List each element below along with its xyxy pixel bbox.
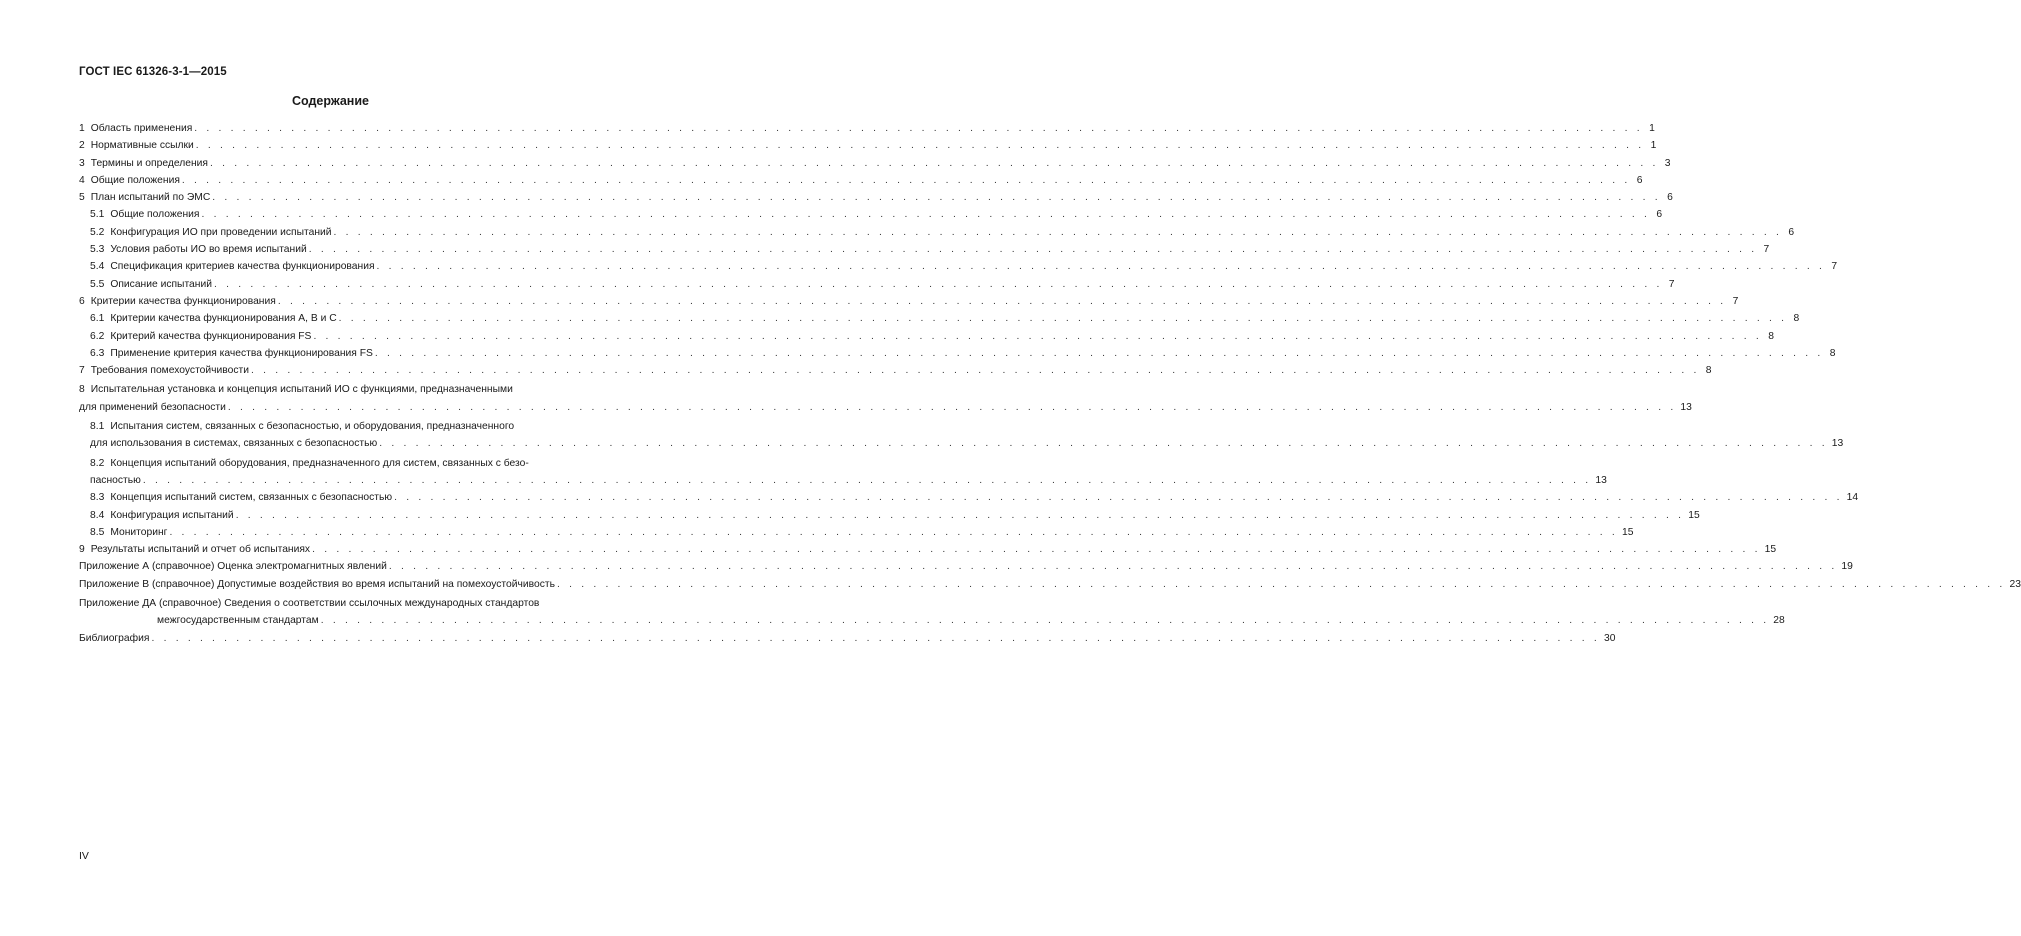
toc-entry-label-first: Приложение ДА (справочное) Сведения о соответствии ссылочных международных стандартов	[79, 598, 540, 610]
leader-dots: . . . . . . . . . . . . . . . . . . . . . . . . . . . . . . . . . . . . . . . . . . . . . . . . . . . . . . . . . . . . . . . . . . . . . . . . . . . . . . . . . . . . . . . . . . . . . . . . . . . . . . . . . . . . . . . . . . . . . . . .	[376, 261, 1826, 273]
table-of-contents	[79, 120, 2021, 647]
toc-entry-number: 6.3	[90, 347, 105, 359]
toc-entry-page: 13	[1831, 438, 1844, 450]
leader-dots: . . . . . . . . . . . . . . . . . . . . . . . . . . . . . . . . . . . . . . . . . . . . . . . . . . . . . . . . . . . . . . . . . . . . . . . . . . . . . . . . . . . . . . . . . . . . . . . . . . . . . . . . . . . . . . . . . . . . . . . .	[313, 330, 1762, 342]
toc-entry-page: 3	[1664, 157, 1671, 169]
toc-entry[interactable]	[79, 345, 1836, 362]
toc-entry-page: 7	[1763, 244, 1770, 256]
toc-entry-number: 6	[79, 295, 85, 307]
toc-entry-number: 5.5	[90, 278, 105, 290]
toc-entry-label-first: Испытания систем, связанных с безопасностью, и оборудования, предназначенного	[110, 421, 515, 433]
toc-entry-label-second: межгосударственным стандартам	[157, 615, 319, 627]
toc-entry-page: 14	[1846, 492, 1859, 504]
toc-entry-label: Спецификация критериев качества функционирования	[110, 261, 375, 273]
toc-entry[interactable]	[79, 489, 1859, 506]
toc-entry-number: 4	[79, 174, 85, 186]
toc-entry-label: Применение критерия качества функционирования FS	[110, 347, 373, 359]
leader-dots: . . . . . . . . . . . . . . . . . . . . . . . . . . . . . . . . . . . . . . . . . . . . . . . . . . . . . . . . . . . . . . . . . . . . . . . . . . . . . . . . . . . . . . . . . . . . . . . . . . . . . . . . . . . . . . . . . . . . . . . .	[308, 244, 1758, 256]
leader-dots: . . . . . . . . . . . . . . . . . . . . . . . . . . . . . . . . . . . . . . . . . . . . . . . . . . . . . . . . . . . . . . . . . . . . . . . . . . . . . . . . . . . . . . . . . . . . . . . . . . . . . . . . . . . . . . . . . . . . . . . .	[379, 438, 1828, 450]
toc-entry-number: 5.4	[90, 261, 105, 273]
toc-entry-page: 28	[1773, 615, 1785, 627]
toc-entry[interactable]	[79, 120, 1655, 137]
toc-entry[interactable]	[79, 276, 1675, 293]
toc-entry[interactable]	[79, 558, 1853, 575]
leader-dots: . . . . . . . . . . . . . . . . . . . . . . . . . . . . . . . . . . . . . . . . . . . . . . . . . . . . . . . . . . . . . . . . . . . . . . . . . . . . . . . . . . . . . . . . . . . . . . . . . . . . . . . . . . . . . . . . . . . . . . . .	[181, 174, 1631, 186]
toc-entry[interactable]	[79, 524, 1634, 541]
toc-entry-label-second: пасностью	[90, 474, 141, 486]
toc-entry-page: 6	[1788, 226, 1795, 238]
toc-entry[interactable]	[79, 310, 1800, 327]
toc-entry-page: 23	[2009, 578, 2021, 590]
leader-dots: . . . . . . . . . . . . . . . . . . . . . . . . . . . . . . . . . . . . . . . . . . . . . . . . . . . . . . . . . . . . . . . . . . . . . . . . . . . . . . . . . . . . . . . . . . . . . . . . . . . . . . . . . . . . . . . . . . . . . . . .	[151, 632, 1600, 644]
leader-dots: . . . . . . . . . . . . . . . . . . . . . . . . . . . . . . . . . . . . . . . . . . . . . . . . . . . . . . . . . . . . . . . . . . . . . . . . . . . . . . . . . . . . . . . . . . . . . . . . . . . . . . . . . . . . . . . . . . . . . . . .	[209, 157, 1659, 169]
leader-dots: . . . . . . . . . . . . . . . . . . . . . . . . . . . . . . . . . . . . . . . . . . . . . . . . . . . . . . . . . . . . . . . . . . . . . . . . . . . . . . . . . . . . . . . . . . . . . . . . . . . . . . . . . . . . . . . . . . . . . . . .	[374, 347, 1824, 359]
leader-dots: . . . . . . . . . . . . . . . . . . . . . . . . . . . . . . . . . . . . . . . . . . . . . . . . . . . . . . . . . . . . . . . . . . . . . . . . . . . . . . . . . . . . . . . . . . . . . . . . . . . . . . . . . . . . . . . . . . . . . . . .	[235, 509, 1685, 521]
toc-entry-label: Термины и определения	[90, 157, 208, 169]
toc-entry-number: 6.1	[90, 313, 105, 325]
toc-entry-page: 15	[1621, 526, 1634, 538]
toc-entry[interactable]	[79, 630, 1616, 647]
toc-entry-number: 5.1	[90, 209, 105, 221]
toc-entry-label: Результаты испытаний и отчет об испытаниях	[90, 544, 311, 556]
toc-entry-label: Конфигурация ИО при проведении испытаний	[110, 226, 332, 238]
toc-entry-label: Описание испытаний	[110, 278, 212, 290]
toc-entry-number: 3	[79, 157, 85, 169]
toc-entry-page: 7	[1668, 278, 1675, 290]
toc-entry-page: 8	[1793, 313, 1800, 325]
toc-entry-number: 2	[79, 140, 85, 152]
toc-entry-page: 7	[1732, 295, 1739, 307]
toc-entry[interactable]	[79, 258, 1838, 275]
leader-dots: . . . . . . . . . . . . . . . . . . . . . . . . . . . . . . . . . . . . . . . . . . . . . . . . . . . . . . . . . . . . . . . . . . . . . . . . . . . . . . . . . . . . . . . . . . . . . . . . . . . . . . . . . . . . . . . . . . . . . . . .	[227, 401, 1677, 413]
toc-entry-label: Концепция испытаний систем, связанных с безопасностью	[110, 492, 393, 504]
toc-entry[interactable]	[79, 576, 2021, 593]
toc-entry-number: 1	[79, 123, 85, 134]
toc-entry-label: План испытаний по ЭМС	[90, 192, 211, 204]
toc-entry-label: Библиография	[79, 632, 150, 644]
leader-dots: . . . . . . . . . . . . . . . . . . . . . . . . . . . . . . . . . . . . . . . . . . . . . . . . . . . . . . . . . . . . . . . . . . . . . . . . . . . . . . . . . . . . . . . . . . . . . . . . . . . . . . . . . . . . . . . . . . . . . . . .	[388, 561, 1838, 573]
toc-entry[interactable]	[79, 206, 1663, 223]
toc-entry-number: 8.5	[90, 526, 105, 538]
leader-dots: . . . . . . . . . . . . . . . . . . . . . . . . . . . . . . . . . . . . . . . . . . . . . . . . . . . . . . . . . . . . . . . . . . . . . . . . . . . . . . . . . . . . . . . . . . . . . . . . . . . . . . . . . . . . . . . . . . . . . . . .	[169, 526, 1618, 538]
page-number: IV	[79, 850, 89, 862]
toc-entry-number: 8	[79, 384, 85, 396]
toc-entry-label-second: для применений безопасности	[79, 401, 226, 413]
leader-dots: . . . . . . . . . . . . . . . . . . . . . . . . . . . . . . . . . . . . . . . . . . . . . . . . . . . . . . . . . . . . . . . . . . . . . . . . . . . . . . . . . . . . . . . . . . . . . . . . . . . . . . . . . . . . . . . . . . . . . . . .	[556, 578, 2006, 590]
leader-dots: . . . . . . . . . . . . . . . . . . . . . . . . . . . . . . . . . . . . . . . . . . . . . . . . . . . . . . . . . . . . . . . . . . . . . . . . . . . . . . . . . . . . . . . . . . . . . . . . . . . . . . . . . . . . . . . . . . . . . . . .	[142, 474, 1592, 486]
toc-entry-label: Условия работы ИО во время испытаний	[110, 244, 307, 256]
leader-dots: . . . . . . . . . . . . . . . . . . . . . . . . . . . . . . . . . . . . . . . . . . . . . . . . . . . . . . . . . . . . . . . . . . . . . . . . . . . . . . . . . . . . . . . . . . . . . . . . . . . . . . . . . . . . . . . . . . . . . . . .	[277, 295, 1727, 307]
toc-entry[interactable]	[79, 189, 1673, 206]
toc-entry-number: 5.2	[90, 226, 105, 238]
toc-entry[interactable]	[79, 507, 1700, 524]
toc-entry-label: Мониторинг	[110, 526, 168, 538]
toc-entry-label: Приложение А (справочное) Оценка электромагнитных явлений	[79, 561, 387, 573]
toc-entry-number: 9	[79, 544, 85, 556]
toc-entry-page: 8	[1768, 330, 1774, 342]
toc-entry-label-first: Концепция испытаний оборудования, предназначенного для систем, связанных с безо-	[110, 457, 529, 469]
toc-entry[interactable]	[79, 418, 1844, 453]
toc-entry-number: 5	[79, 192, 85, 204]
toc-entry-label: Требования помехоустойчивости	[90, 365, 249, 377]
toc-entry-number: 5.3	[90, 244, 105, 256]
toc-entry[interactable]	[79, 224, 1795, 241]
leader-dots: . . . . . . . . . . . . . . . . . . . . . . . . . . . . . . . . . . . . . . . . . . . . . . . . . . . . . . . . . . . . . . . . . . . . . . . . . . . . . . . . . . . . . . . . . . . . . . . . . . . . . . . . . . . . . . . . . . . . . . . .	[213, 278, 1663, 290]
toc-entry-label: Критерии качества функционирования	[90, 295, 276, 307]
toc-entry-page: 13	[1595, 474, 1607, 486]
toc-entry-page: 8	[1829, 347, 1836, 359]
toc-entry-number: 8.2	[90, 457, 105, 469]
toc-entry-page: 8	[1705, 365, 1712, 377]
toc-entry-number: 7	[79, 365, 85, 377]
toc-entry-page: 19	[1841, 561, 1853, 573]
toc-entry-number: 8.4	[90, 509, 105, 521]
toc-entry-page: 6	[1636, 174, 1643, 186]
toc-entry-label: Критерии качества функционирования А, В и С	[110, 313, 337, 325]
leader-dots: . . . . . . . . . . . . . . . . . . . . . . . . . . . . . . . . . . . . . . . . . . . . . . . . . . . . . . . . . . . . . . . . . . . . . . . . . . . . . . . . . . . . . . . . . . . . . . . . . . . . . . . . . . . . . . . . . . . . . . . .	[195, 140, 1645, 152]
toc-entry-label: Нормативные ссылки	[90, 140, 194, 152]
toc-entry[interactable]	[79, 381, 1692, 416]
toc-entry-number: 8.1	[90, 421, 105, 433]
leader-dots: . . . . . . . . . . . . . . . . . . . . . . . . . . . . . . . . . . . . . . . . . . . . . . . . . . . . . . . . . . . . . . . . . . . . . . . . . . . . . . . . . . . . . . . . . . . . . . . . . . . . . . . . . . . . . . . . . . . . . . . .	[333, 226, 1783, 238]
toc-entry[interactable]	[79, 455, 1607, 490]
toc-entry[interactable]	[79, 595, 1785, 630]
toc-entry-label-first: Испытательная установка и концепция испытаний ИО с функциями, предназначенными	[90, 384, 513, 396]
standard-code: ГОСТ IEC 61326-3-1—2015	[79, 66, 227, 78]
leader-dots: . . . . . . . . . . . . . . . . . . . . . . . . . . . . . . . . . . . . . . . . . . . . . . . . . . . . . . . . . . . . . . . . . . . . . . . . . . . . . . . . . . . . . . . . . . . . . . . . . . . . . . . . . . . . . . . . . . . . . . . .	[201, 209, 1651, 221]
toc-entry[interactable]	[79, 362, 1712, 379]
toc-entry-label: Конфигурация испытаний	[110, 509, 234, 521]
toc-entry-label: Область применения	[90, 123, 193, 134]
toc-entry-page: 30	[1604, 632, 1616, 644]
leader-dots: . . . . . . . . . . . . . . . . . . . . . . . . . . . . . . . . . . . . . . . . . . . . . . . . . . . . . . . . . . . . . . . . . . . . . . . . . . . . . . . . . . . . . . . . . . . . . . . . . . . . . . . . . . . . . . . . . . . . . . . .	[320, 615, 1770, 627]
toc-entry-label-second: для использования в системах, связанных с безопасностью	[90, 438, 378, 450]
toc-entry-label: Общие положения	[90, 174, 180, 186]
toc-entry-label: Общие положения	[110, 209, 200, 221]
toc-entry[interactable]	[79, 293, 1739, 310]
toc-entry[interactable]	[79, 137, 1657, 154]
leader-dots: . . . . . . . . . . . . . . . . . . . . . . . . . . . . . . . . . . . . . . . . . . . . . . . . . . . . . . . . . . . . . . . . . . . . . . . . . . . . . . . . . . . . . . . . . . . . . . . . . . . . . . . . . . . . . . . . . . . . . . . .	[194, 123, 1643, 134]
toc-entry-page: 13	[1680, 401, 1692, 413]
toc-entry-number: 8.3	[90, 492, 105, 504]
leader-dots: . . . . . . . . . . . . . . . . . . . . . . . . . . . . . . . . . . . . . . . . . . . . . . . . . . . . . . . . . . . . . . . . . . . . . . . . . . . . . . . . . . . . . . . . . . . . . . . . . . . . . . . . . . . . . . . . . . . . . . . .	[212, 192, 1661, 204]
leader-dots: . . . . . . . . . . . . . . . . . . . . . . . . . . . . . . . . . . . . . . . . . . . . . . . . . . . . . . . . . . . . . . . . . . . . . . . . . . . . . . . . . . . . . . . . . . . . . . . . . . . . . . . . . . . . . . . . . . . . . . . .	[312, 544, 1761, 556]
toc-entry[interactable]	[79, 328, 1774, 345]
toc-entry-page: 15	[1764, 544, 1777, 556]
toc-entry-label: Приложение В (справочное) Допустимые воздействия во время испытаний на помехоустойчивость	[79, 578, 555, 590]
toc-entry[interactable]	[79, 541, 1777, 558]
toc-entry-page: 6	[1656, 209, 1663, 221]
page-title: Содержание	[291, 94, 369, 108]
toc-entry[interactable]	[79, 172, 1643, 189]
toc-entry-page: 15	[1688, 509, 1700, 521]
toc-entry-page: 1	[1649, 123, 1655, 134]
toc-entry-label: Критерий качества функционирования FS	[110, 330, 312, 342]
toc-entry-page: 6	[1667, 192, 1673, 204]
toc-entry-number: 6.2	[90, 330, 105, 342]
leader-dots: . . . . . . . . . . . . . . . . . . . . . . . . . . . . . . . . . . . . . . . . . . . . . . . . . . . . . . . . . . . . . . . . . . . . . . . . . . . . . . . . . . . . . . . . . . . . . . . . . . . . . . . . . . . . . . . . . . . . . . . .	[338, 313, 1788, 325]
toc-entry-page: 1	[1650, 140, 1657, 152]
toc-entry-page: 7	[1831, 261, 1838, 273]
toc-entry[interactable]	[79, 241, 1770, 258]
leader-dots: . . . . . . . . . . . . . . . . . . . . . . . . . . . . . . . . . . . . . . . . . . . . . . . . . . . . . . . . . . . . . . . . . . . . . . . . . . . . . . . . . . . . . . . . . . . . . . . . . . . . . . . . . . . . . . . . . . . . . . . .	[394, 492, 1843, 504]
leader-dots: . . . . . . . . . . . . . . . . . . . . . . . . . . . . . . . . . . . . . . . . . . . . . . . . . . . . . . . . . . . . . . . . . . . . . . . . . . . . . . . . . . . . . . . . . . . . . . . . . . . . . . . . . . . . . . . . . . . . . . . .	[250, 365, 1700, 377]
toc-entry[interactable]	[79, 155, 1671, 172]
